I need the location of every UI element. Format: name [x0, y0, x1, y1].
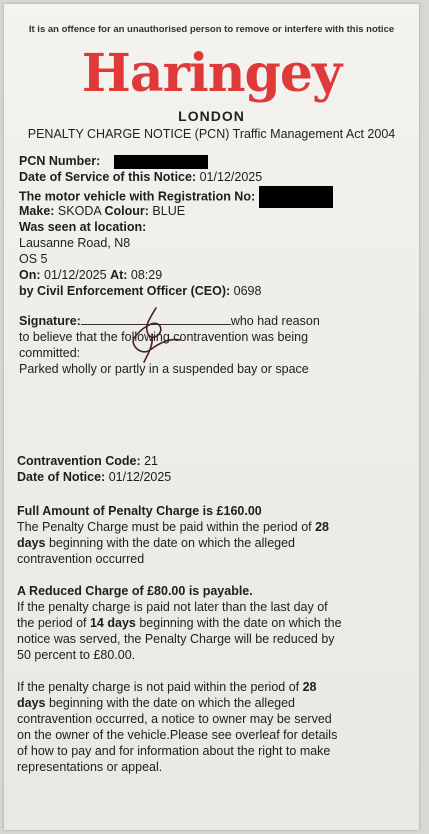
reduced-line2-a: the period of: [17, 616, 87, 630]
pcn-paper: [4, 4, 419, 830]
full-amount-heading: Full Amount of Penalty Charge is £160.00: [17, 504, 262, 518]
full-line2-text: beginning with the date on which the alleged: [48, 536, 295, 550]
ceo-value: 0698: [233, 284, 262, 298]
signature-label: Signature:: [19, 314, 81, 328]
unpaid-line5: of how to pay and for information about the right to make: [17, 744, 331, 758]
contravention-code-label: Contravention Code:: [17, 454, 141, 468]
registration-label: The motor vehicle with Registration No:: [19, 189, 256, 204]
location-line1: Lausanne Road, N8: [19, 236, 131, 250]
service-date-value: 01/12/2025: [199, 170, 263, 184]
reduced-line1: If the penalty charge is paid not later than the last day of: [17, 600, 328, 614]
date-time-row: [19, 268, 162, 283]
pcn-title: PENALTY CHARGE NOTICE (PCN) Traffic Management Act 2004: [27, 127, 396, 141]
unpaid-line1-text: If the penalty charge is not paid within the period of: [17, 680, 300, 694]
pcn-number-label: PCN Number:: [19, 154, 101, 168]
service-date-row: [19, 170, 262, 185]
unpaid-line4: on the owner of the vehicle.Please see overleaf for details: [17, 728, 338, 742]
colour-value: BLUE: [152, 204, 186, 218]
full-line2: [17, 536, 295, 551]
signature-line3: committed:: [19, 346, 81, 360]
make-colour-row: [19, 204, 185, 219]
notice-date-row: [17, 470, 171, 485]
contravention-code-row: [17, 454, 158, 469]
unpaid-line3: contravention occurred, a notice to owner may be served: [17, 712, 332, 726]
on-value: 01/12/2025: [44, 268, 107, 282]
registration-redacted: [259, 186, 333, 208]
make-label: Make:: [19, 204, 55, 218]
colour-label: Colour:: [104, 204, 149, 218]
warning-notice: It is an offence for an unauthorised person to remove or interfere with this notice: [28, 24, 395, 35]
notice-date-label: Date of Notice:: [17, 470, 106, 484]
unpaid-line2: [17, 696, 295, 711]
ceo-label: by Civil Enforcement Officer (CEO):: [19, 284, 231, 298]
reduced-line2-days: 14 days: [89, 616, 136, 630]
full-line1: [17, 520, 329, 535]
unpaid-line2-text: beginning with the date on which the alleged: [48, 696, 295, 710]
pcn-number-redacted: [114, 155, 208, 169]
full-line1-days: 28: [315, 520, 330, 534]
unpaid-line1-days: 28: [302, 680, 317, 694]
signature-scribble: [124, 304, 184, 364]
notice-date-value: 01/12/2025: [108, 470, 172, 484]
ceo-row: [19, 284, 261, 299]
full-line1-text: The Penalty Charge must be paid within the period of: [17, 520, 312, 534]
reduced-line2: [17, 616, 342, 631]
service-date-label: Date of Service of this Notice:: [19, 170, 197, 184]
signature-after: who had reason: [230, 314, 320, 328]
london-label: LONDON: [178, 108, 245, 124]
unpaid-line2-days: days: [17, 696, 46, 710]
pcn-number-row: [19, 154, 208, 169]
at-value: 08:29: [130, 268, 163, 282]
reduced-line3: notice was served, the Penalty Charge will be reduced by: [17, 632, 335, 646]
contravention-code-value: 21: [144, 454, 158, 468]
full-line2-days: days: [17, 536, 46, 550]
signature-line2: to believe that the following contravention was being: [19, 330, 309, 344]
reduced-line4: 50 percent to £80.00.: [17, 648, 136, 662]
haringey-logo: Haringey: [81, 43, 342, 104]
full-line3: contravention occurred: [17, 552, 145, 566]
reduced-line2-c: beginning with the date on which the: [139, 616, 342, 630]
location-label: Was seen at location:: [19, 220, 147, 234]
make-value: SKODA: [57, 204, 101, 218]
contravention-text: Parked wholly or partly in a suspended bay or space: [19, 362, 309, 376]
unpaid-line6: representations or appeal.: [17, 760, 163, 774]
at-label: At:: [110, 268, 128, 282]
on-label: On:: [19, 268, 41, 282]
unpaid-line1: [17, 680, 317, 695]
reduced-heading: A Reduced Charge of £80.00 is payable.: [17, 584, 253, 598]
location-line2: OS 5: [19, 252, 48, 266]
